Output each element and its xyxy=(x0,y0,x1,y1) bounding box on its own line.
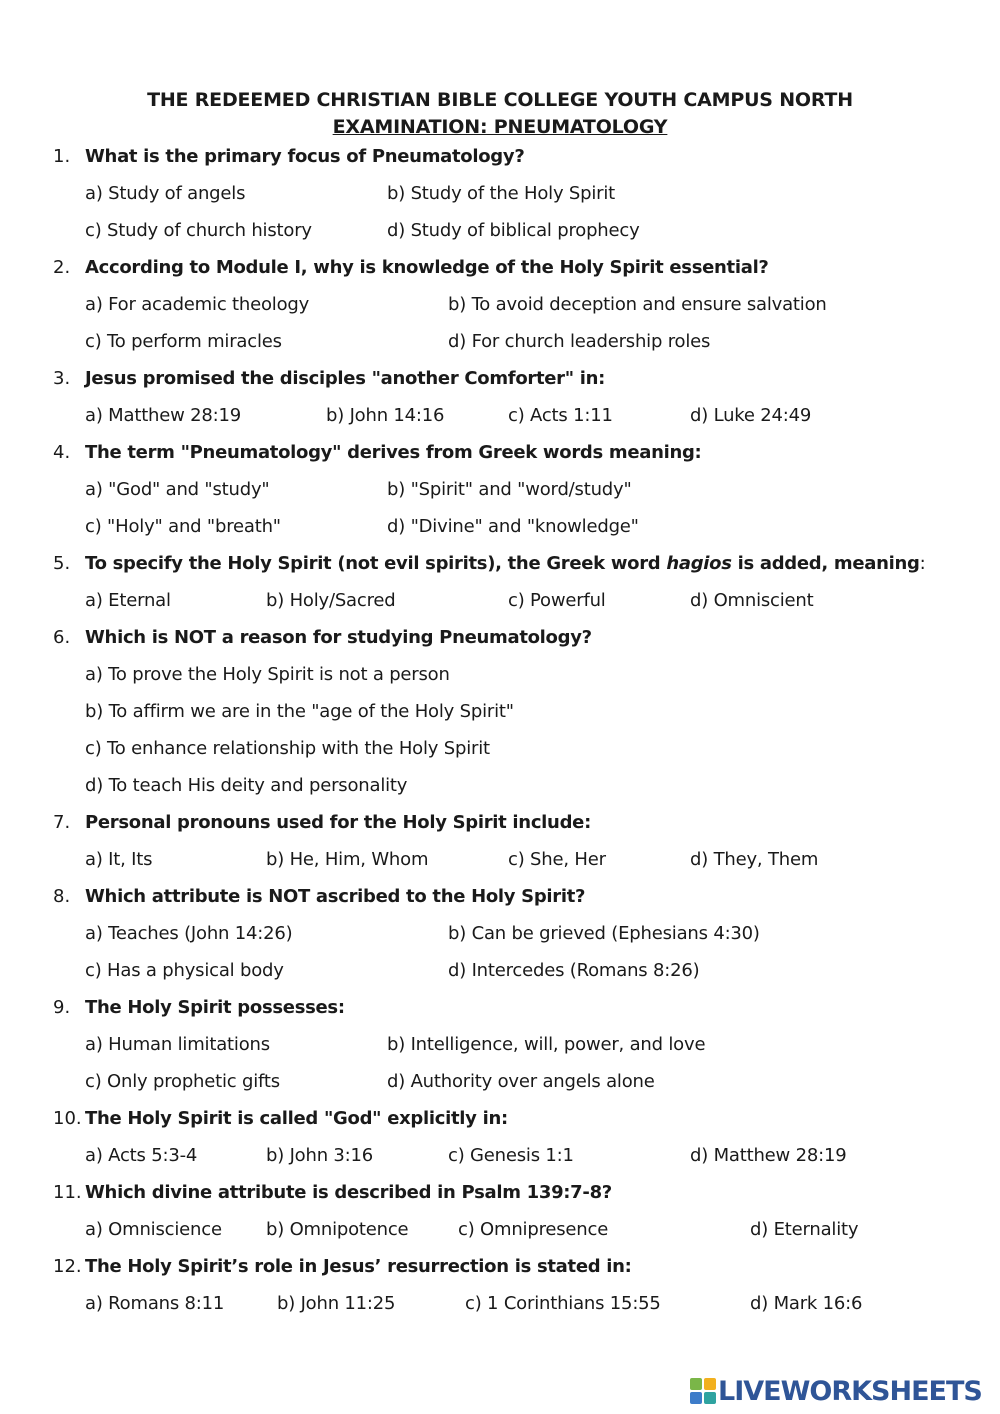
option-d[interactable]: d) Study of biblical prophecy xyxy=(387,220,640,241)
greek-word: hagios xyxy=(666,553,732,574)
question-text: The Holy Spirit’s role in Jesus’ resurrection is stated in: xyxy=(85,1256,632,1277)
liveworksheets-logo[interactable] xyxy=(690,1374,982,1408)
option-d[interactable]: d) They, Them xyxy=(690,849,819,870)
question-number: 10. xyxy=(53,1108,82,1129)
question-colon: : xyxy=(919,553,926,574)
option-c[interactable]: c) Has a physical body xyxy=(85,960,284,981)
option-c[interactable]: c) Genesis 1:1 xyxy=(448,1145,574,1166)
option-a[interactable]: a) It, Its xyxy=(85,849,153,870)
question-number: 11. xyxy=(53,1182,82,1203)
option-c[interactable]: c) Acts 1:11 xyxy=(508,405,613,426)
exam-title: EXAMINATION: PNEUMATOLOGY xyxy=(332,116,668,138)
question-9 xyxy=(0,996,1000,1020)
question-3 xyxy=(0,367,1000,391)
option-c[interactable]: c) "Holy" and "breath" xyxy=(85,516,281,537)
option-c[interactable]: c) To perform miracles xyxy=(85,331,282,352)
option-d[interactable]: d) Matthew 28:19 xyxy=(690,1145,847,1166)
option-b[interactable]: b) Holy/Sacred xyxy=(266,590,396,611)
option-b[interactable]: b) Study of the Holy Spirit xyxy=(387,183,616,204)
option-a[interactable]: a) Eternal xyxy=(85,590,171,611)
option-b[interactable]: b) To avoid deception and ensure salvation xyxy=(448,294,827,315)
option-a[interactable]: a) Romans 8:11 xyxy=(85,1293,225,1314)
question-10 xyxy=(0,1107,1000,1131)
question-number: 9. xyxy=(53,997,71,1018)
option-a[interactable]: a) Study of angels xyxy=(85,183,246,204)
question-6 xyxy=(0,626,1000,650)
option-d[interactable]: d) Eternality xyxy=(750,1219,859,1240)
question-text: Which attribute is NOT ascribed to the Holy Spirit? xyxy=(85,886,586,907)
option-c[interactable]: c) Study of church history xyxy=(85,220,312,241)
option-d[interactable]: d) Authority over angels alone xyxy=(387,1071,655,1092)
question-number: 8. xyxy=(53,886,71,907)
question-text: According to Module I, why is knowledge of the Holy Spirit essential? xyxy=(85,257,769,278)
question-2 xyxy=(0,256,1000,280)
option-a[interactable]: a) Matthew 28:19 xyxy=(85,405,242,426)
option-b[interactable]: b) He, Him, Whom xyxy=(266,849,429,870)
option-a[interactable]: a) Omniscience xyxy=(85,1219,222,1240)
question-text: Personal pronouns used for the Holy Spirit include: xyxy=(85,812,591,833)
question-text: What is the primary focus of Pneumatology? xyxy=(85,146,525,167)
option-d[interactable]: d) Luke 24:49 xyxy=(690,405,812,426)
question-number: 2. xyxy=(53,257,71,278)
question-text: The term "Pneumatology" derives from Greek words meaning: xyxy=(85,442,702,463)
question-1 xyxy=(0,145,1000,169)
option-a[interactable]: a) For academic theology xyxy=(85,294,310,315)
question-text xyxy=(85,552,925,576)
college-title: THE REDEEMED CHRISTIAN BIBLE COLLEGE YOUTH CAMPUS NORTH xyxy=(147,89,853,111)
question-4 xyxy=(0,441,1000,465)
question-5 xyxy=(0,552,1000,576)
option-b[interactable]: b) Intelligence, will, power, and love xyxy=(387,1034,706,1055)
option-a[interactable]: a) Teaches (John 14:26) xyxy=(85,923,293,944)
question-12 xyxy=(0,1255,1000,1279)
liveworksheets-logo-text: LIVEWORKSHEETS xyxy=(718,1375,982,1407)
question-number: 7. xyxy=(53,812,71,833)
question-8 xyxy=(0,885,1000,909)
question-number: 6. xyxy=(53,627,71,648)
option-d[interactable]: d) For church leadership roles xyxy=(448,331,711,352)
option-c[interactable]: c) Omnipresence xyxy=(458,1219,609,1240)
option-b[interactable]: b) John 14:16 xyxy=(326,405,445,426)
liveworksheets-logo-icon xyxy=(690,1378,716,1404)
option-d[interactable]: d) Mark 16:6 xyxy=(750,1293,863,1314)
question-text: The Holy Spirit possesses: xyxy=(85,997,345,1018)
question-text: Which divine attribute is described in Psalm 139:7-8? xyxy=(85,1182,612,1203)
option-c[interactable]: c) 1 Corinthians 15:55 xyxy=(465,1293,661,1314)
option-d[interactable]: d) Intercedes (Romans 8:26) xyxy=(448,960,700,981)
question-11 xyxy=(0,1181,1000,1205)
question-number: 3. xyxy=(53,368,71,389)
option-c[interactable]: c) To enhance relationship with the Holy Spirit xyxy=(85,738,490,759)
option-b[interactable]: b) To affirm we are in the "age of the Holy Spirit" xyxy=(85,701,514,722)
question-7 xyxy=(0,811,1000,835)
question-number: 1. xyxy=(53,146,71,167)
option-b[interactable]: b) John 3:16 xyxy=(266,1145,374,1166)
option-d[interactable]: d) Omniscient xyxy=(690,590,814,611)
option-a[interactable]: a) To prove the Holy Spirit is not a person xyxy=(85,664,450,685)
option-d[interactable]: d) To teach His deity and personality xyxy=(85,775,408,796)
option-a[interactable]: a) Acts 5:3-4 xyxy=(85,1145,198,1166)
option-c[interactable]: c) She, Her xyxy=(508,849,606,870)
option-b[interactable]: b) Omnipotence xyxy=(266,1219,409,1240)
option-d[interactable]: d) "Divine" and "knowledge" xyxy=(387,516,639,537)
option-c[interactable]: c) Powerful xyxy=(508,590,606,611)
option-a[interactable]: a) "God" and "study" xyxy=(85,479,270,500)
option-b[interactable]: b) John 11:25 xyxy=(277,1293,396,1314)
question-number: 12. xyxy=(53,1256,82,1277)
question-text: The Holy Spirit is called "God" explicitly in: xyxy=(85,1108,508,1129)
question-number: 5. xyxy=(53,553,71,574)
option-b[interactable]: b) "Spirit" and "word/study" xyxy=(387,479,632,500)
question-text: Which is NOT a reason for studying Pneumatology? xyxy=(85,627,592,648)
option-a[interactable]: a) Human limitations xyxy=(85,1034,270,1055)
option-b[interactable]: b) Can be grieved (Ephesians 4:30) xyxy=(448,923,760,944)
question-text: Jesus promised the disciples "another Comforter" in: xyxy=(85,368,606,389)
question-text-part: is added, meaning xyxy=(731,553,920,574)
question-number: 4. xyxy=(53,442,71,463)
question-text-part: To specify the Holy Spirit (not evil spirits), the Greek word xyxy=(85,553,667,574)
option-c[interactable]: c) Only prophetic gifts xyxy=(85,1071,280,1092)
